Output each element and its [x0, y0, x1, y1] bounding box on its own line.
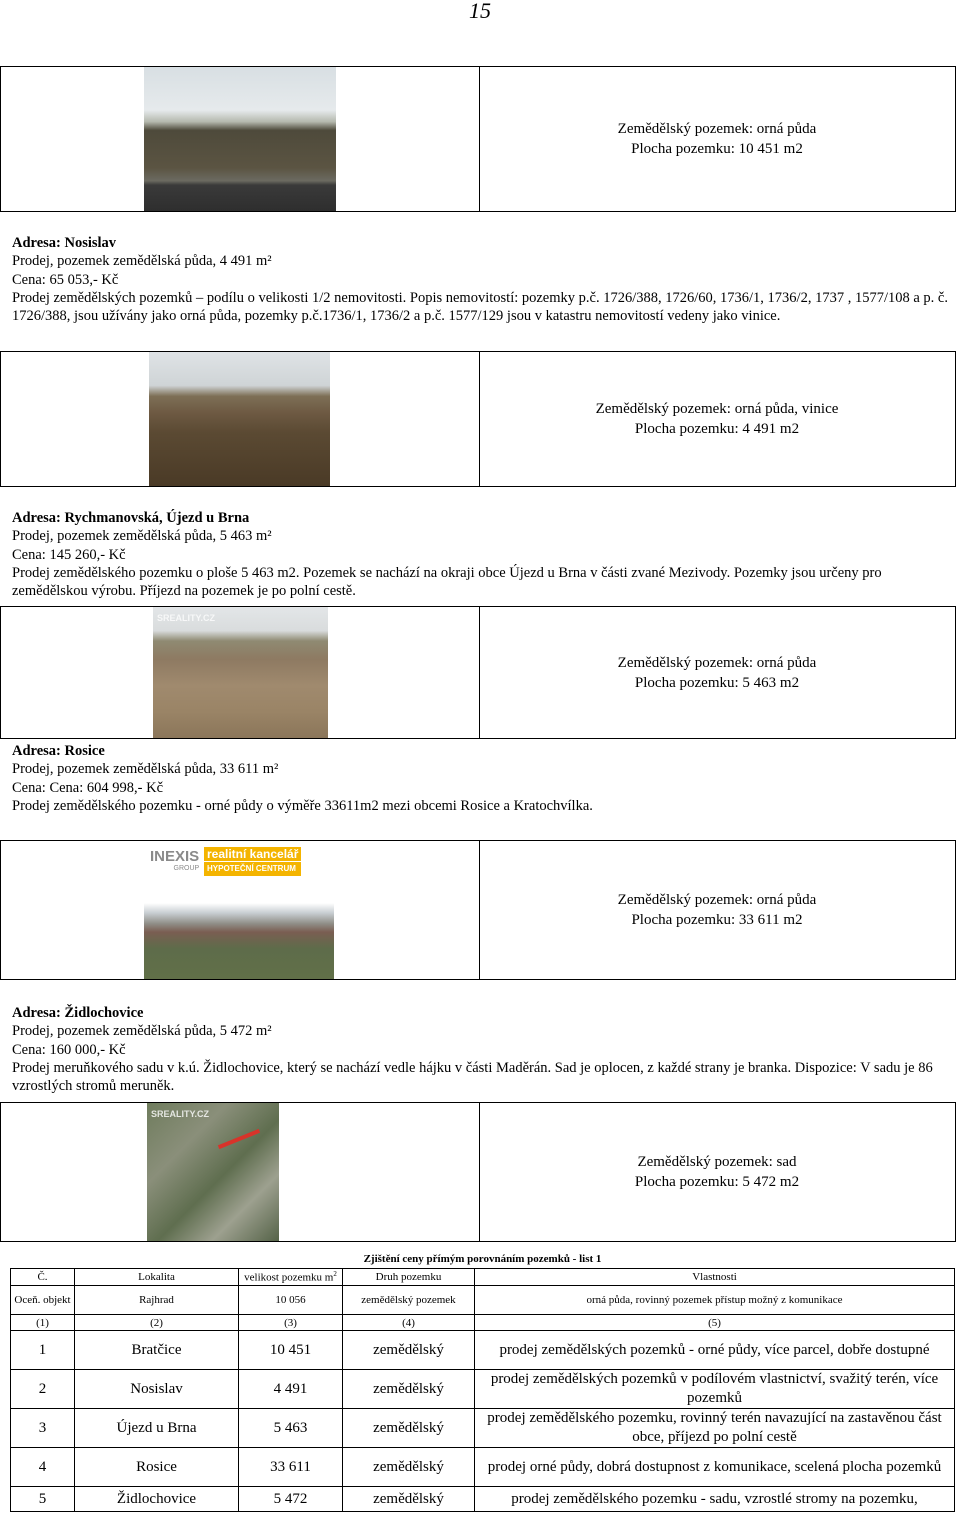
photo-cell: [1, 607, 480, 738]
row-props: prodej orné půdy, dobrá dostupnost z komunikace, scelená plocha pozemků: [475, 1448, 955, 1487]
table-row: [11, 1487, 955, 1512]
listing-address: Adresa: Rychmanovská, Újezd u Brna: [12, 510, 250, 526]
field-photo-2: [149, 352, 330, 486]
realty-banner: realitní kancelář HYPOTEČNÍ CENTRUM: [204, 847, 301, 876]
caption-type: Zemědělský pozemek: sad: [637, 1154, 797, 1170]
photo-box-2: [0, 351, 956, 487]
listing-rosice: [12, 742, 948, 815]
listing-summary: Prodej, pozemek zemědělská půda, 5 472 m²: [12, 1023, 272, 1040]
subject-type: zemědělský pozemek: [343, 1286, 475, 1315]
caption-cell: [479, 841, 955, 979]
caption-type: Zemědělský pozemek: orná půda: [617, 892, 817, 908]
row-size: 4 491: [239, 1370, 343, 1409]
page-number: 15: [469, 0, 491, 23]
row-no: 5: [11, 1487, 75, 1512]
aerial-photo-5: [147, 1103, 279, 1241]
inexis-logo: INEXIS GROUP: [150, 848, 200, 872]
row-size: 10 451: [239, 1331, 343, 1370]
listing-address: Adresa: Rosice: [12, 743, 105, 759]
caption-cell: [479, 352, 955, 486]
photo-box-3: [0, 606, 956, 739]
photo-watermark: SREALITY.CZ: [151, 1109, 210, 1119]
row-props: prodej zemědělského pozemku, rovinný terén navazující na zastavěnou část obce, příjezd po polní cestě: [475, 1409, 955, 1448]
row-type: zemědělský: [343, 1409, 475, 1448]
listing-ujezd: [12, 509, 948, 600]
caption-area: Plocha pozemku: 5 463 m2: [634, 674, 800, 691]
row-no: 1: [11, 1331, 75, 1370]
col-index: (2): [75, 1315, 239, 1331]
field-photo-3: [153, 607, 328, 738]
caption-area: Plocha pozemku: 33 611 m2: [631, 912, 803, 928]
row-props: prodej zemědělského pozemku - sadu, vzrostlé stromy na pozemku,: [475, 1487, 955, 1512]
comparison-table: [10, 1250, 955, 1512]
photo-cell: [1, 67, 480, 211]
listing-price: Cena: 160 000,- Kč: [12, 1041, 126, 1058]
caption-cell: [479, 1103, 955, 1241]
caption-type: Zemědělský pozemek: orná půda: [617, 121, 817, 137]
row-no: 2: [11, 1370, 75, 1409]
row-type: zemědělský: [343, 1331, 475, 1370]
listing-summary: Prodej, pozemek zemědělská půda, 4 491 m²: [12, 253, 272, 270]
photo-box-4: [0, 840, 956, 980]
listing-price: Cena: 65 053,- Kč: [12, 271, 119, 288]
photo-cell: [1, 841, 480, 979]
header-type: Druh pozemku: [343, 1269, 475, 1286]
listing-zidlochovice: [12, 1004, 948, 1095]
listing-description: Prodej zemědělských pozemků – podílu o velikosti 1/2 nemovitosti. Popis nemovitostí: pozemky p.č. 1726/388, 1726/60, 1736/1, 1736/2, 1737 , 1577/108 a p. č. 1726/388, jsou užívány jako orná půda, pozemky p.č.1736/1, 1736/2 a p.č. 1577/129 jsou v katastru nemovitostí vedeny jako vinice.: [12, 289, 948, 325]
listing-address: Adresa: Židlochovice: [12, 1005, 144, 1021]
row-no: 4: [11, 1448, 75, 1487]
listing-summary: Prodej, pozemek zemědělská půda, 5 463 m²: [12, 528, 272, 545]
listing-description: Prodej zemědělského pozemku - orné půdy o výměře 33611m2 mezi obcemi Rosice a Kratochvílka.: [12, 797, 593, 814]
row-size: 33 611: [239, 1448, 343, 1487]
listing-price: Cena: 145 260,- Kč: [12, 546, 126, 563]
listing-address: Adresa: Nosislav: [12, 235, 117, 251]
header-size: velikost pozemku $m^2$: [239, 1269, 343, 1286]
caption-type: Zemědělský pozemek: orná půda, vinice: [595, 401, 839, 417]
caption-cell: [479, 607, 955, 738]
listing-summary: Prodej, pozemek zemědělská půda, 33 611 m²: [12, 761, 279, 778]
col-index: (4): [343, 1315, 475, 1331]
photo-cell: [1, 1103, 480, 1241]
subject-props: orná půda, rovinný pozemek přístup možný z komunikace: [475, 1286, 955, 1315]
subject-locality: Rajhrad: [75, 1286, 239, 1315]
header-locality: Lokalita: [75, 1269, 239, 1286]
caption-area: Plocha pozemku: 10 451 m2: [631, 141, 803, 157]
table-title: Zjištění ceny přímým porovnáním pozemků - list 1: [11, 1250, 955, 1269]
row-props: prodej zemědělských pozemků v podílovém vlastnictví, svažitý terén, více pozemků: [475, 1370, 955, 1409]
field-photo-1: [144, 67, 336, 211]
plot-outline: [218, 1129, 260, 1149]
table-header-row: [11, 1269, 955, 1286]
table-title-row: [11, 1250, 955, 1269]
listing-description: Prodej zemědělského pozemku o ploše 5 463 m2. Pozemek se nachází na okraji obce Újezd u Brna v části zvané Mezivody. Pozemky jsou určeny pro zemědělskou výrobu. Příjezd na pozemek je po polní cestě.: [12, 564, 882, 600]
header-props: Vlastnosti: [475, 1269, 955, 1286]
caption-type: Zemědělský pozemek: orná půda: [617, 654, 817, 671]
row-locality: Rosice: [75, 1448, 239, 1487]
photo-box-5: [0, 1102, 956, 1242]
listing-price: Cena: Cena: 604 998,- Kč: [12, 779, 164, 796]
row-props: prodej zemědělských pozemků - orné půdy, více parcel, dobře dostupné: [475, 1331, 955, 1370]
row-no: 3: [11, 1409, 75, 1448]
subject-label: Oceň. objekt: [11, 1286, 75, 1315]
subject-size: 10 056: [239, 1286, 343, 1315]
column-index-row: [11, 1315, 955, 1331]
table-row: [11, 1448, 955, 1487]
table-row: [11, 1331, 955, 1370]
field-photo-4: [144, 841, 334, 979]
row-type: zemědělský: [343, 1370, 475, 1409]
row-locality: Bratčice: [75, 1331, 239, 1370]
col-index: (3): [239, 1315, 343, 1331]
table-row: [11, 1409, 955, 1448]
photo-cell: [1, 352, 480, 486]
col-index: (5): [475, 1315, 955, 1331]
caption-area: Plocha pozemku: 5 472 m2: [634, 1174, 800, 1190]
row-size: 5 472: [239, 1487, 343, 1512]
row-size: 5 463: [239, 1409, 343, 1448]
caption-cell: [479, 67, 955, 211]
col-index: (1): [11, 1315, 75, 1331]
row-type: zemědělský: [343, 1487, 475, 1512]
row-type: zemědělský: [343, 1448, 475, 1487]
caption-area: Plocha pozemku: 4 491 m2: [634, 421, 800, 437]
header-no: Č.: [11, 1269, 75, 1286]
row-locality: Újezd u Brna: [75, 1409, 239, 1448]
row-locality: Židlochovice: [75, 1487, 239, 1512]
listing-nosislav: [12, 234, 948, 325]
table-row: [11, 1370, 955, 1409]
listing-description: Prodej meruňkového sadu v k.ú. Židlochovice, který se nachází vedle hájku v části Maděrán. Sad je oplocen, z každé strany je branka. Dispozice: V sadu je 86 vzrostlých stromů meruněk.: [12, 1059, 933, 1095]
photo-watermark: SREALITY.CZ: [157, 613, 216, 623]
row-locality: Nosislav: [75, 1370, 239, 1409]
photo-box-1: [0, 66, 956, 212]
subject-row: [11, 1286, 955, 1315]
